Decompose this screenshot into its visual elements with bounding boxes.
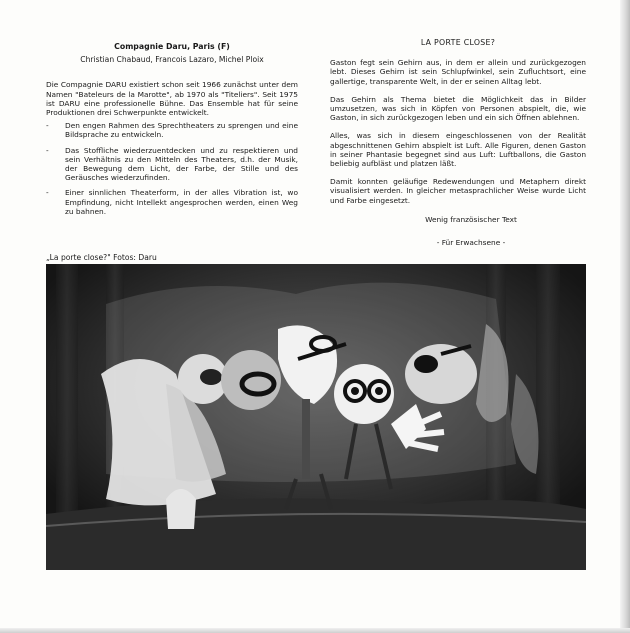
body-paragraph: Damit konnten geläufige Redewendungen und Metaphern direkt visualisiert werden. In gleicher metasprachlicher Weise wurde Licht und Farbe eingesetzt.	[330, 177, 586, 205]
play-title: LA PORTE CLOSE?	[420, 38, 496, 47]
left-column	[46, 42, 298, 222]
puppet-scene-image	[46, 264, 586, 570]
audience-note: - Für Erwachsene -	[436, 238, 506, 248]
language-note: Wenig französischer Text	[425, 214, 517, 224]
focus-item	[46, 146, 298, 183]
page-edge-shadow	[620, 0, 630, 633]
focus-item	[46, 121, 298, 139]
focus-item-text: Den engen Rahmen des Sprechtheaters zu sprengen und eine Bildsprache zu entwickeln.	[65, 121, 298, 140]
focus-item	[46, 188, 298, 216]
intro-paragraph: Die Compagnie DARU existiert schon seit 1966 zunächst unter dem Namen "Bateleurs de la Marotte", ab 1970 als "Titeliers". Seit 1975 ist DARU eine professionelle Bühne. Das Ensemble hat für seine Produktionen drei Schwerpunkte entwickelt.	[46, 80, 298, 118]
body-paragraph: Das Gehirn als Thema bietet die Möglichkeit das in Bilder umzusetzen, was sich in Köpfen von Personen abspielt, die, wie Gaston, in sich zurückgezogen leben und ein sich Öffnen ablehnen.	[330, 94, 586, 123]
focus-item-text: Das Stoffliche wiederzuentdecken und zu respektieren und sein Verhältnis zu den Mitteln des Theaters, d.h. der Musik, der Bewegung dem Licht, der Farbe, der Stille und des Geräusches wiederzufinden.	[65, 145, 298, 183]
focus-item-text: Einer sinnlichen Theaterform, in der alles Vibration ist, wo Empfindung, nicht Intellekt angesprochen werden, einen Weg zu bahnen.	[65, 188, 298, 216]
focus-list	[46, 121, 298, 216]
authors-line: Christian Chabaud, Francois Lazaro, Michel Ploix	[80, 55, 264, 65]
stage-photo	[46, 264, 586, 570]
company-heading: Compagnie Daru, Paris (F)	[114, 42, 230, 51]
body-paragraph: Gaston fegt sein Gehirn aus, in dem er allein und zurückgezogen lebt. Dieses Gehirn ist sein Schlupfwinkel, sein Zufluchtsort, eine gallertige, transparente Welt, in der er seinen Alltag lebt.	[330, 58, 586, 86]
right-column	[330, 38, 586, 247]
page-bottom-edge	[0, 628, 630, 633]
body-paragraph: Alles, was sich in diesem eingeschlossenen von der Realität abgeschnittenen Gehirn abspielt ist Luft. Alle Figuren, denen Gaston in seiner Phantasie begegnet sind aus Luft: Luftballons, die Gaston beliebig aufbläst und platzen läßt.	[330, 131, 586, 169]
photo-caption: „La porte close?" Fotos: Daru	[46, 253, 157, 262]
bullet-dash: -	[46, 145, 49, 155]
bullet-dash: -	[46, 121, 49, 131]
bullet-dash: -	[46, 188, 49, 198]
